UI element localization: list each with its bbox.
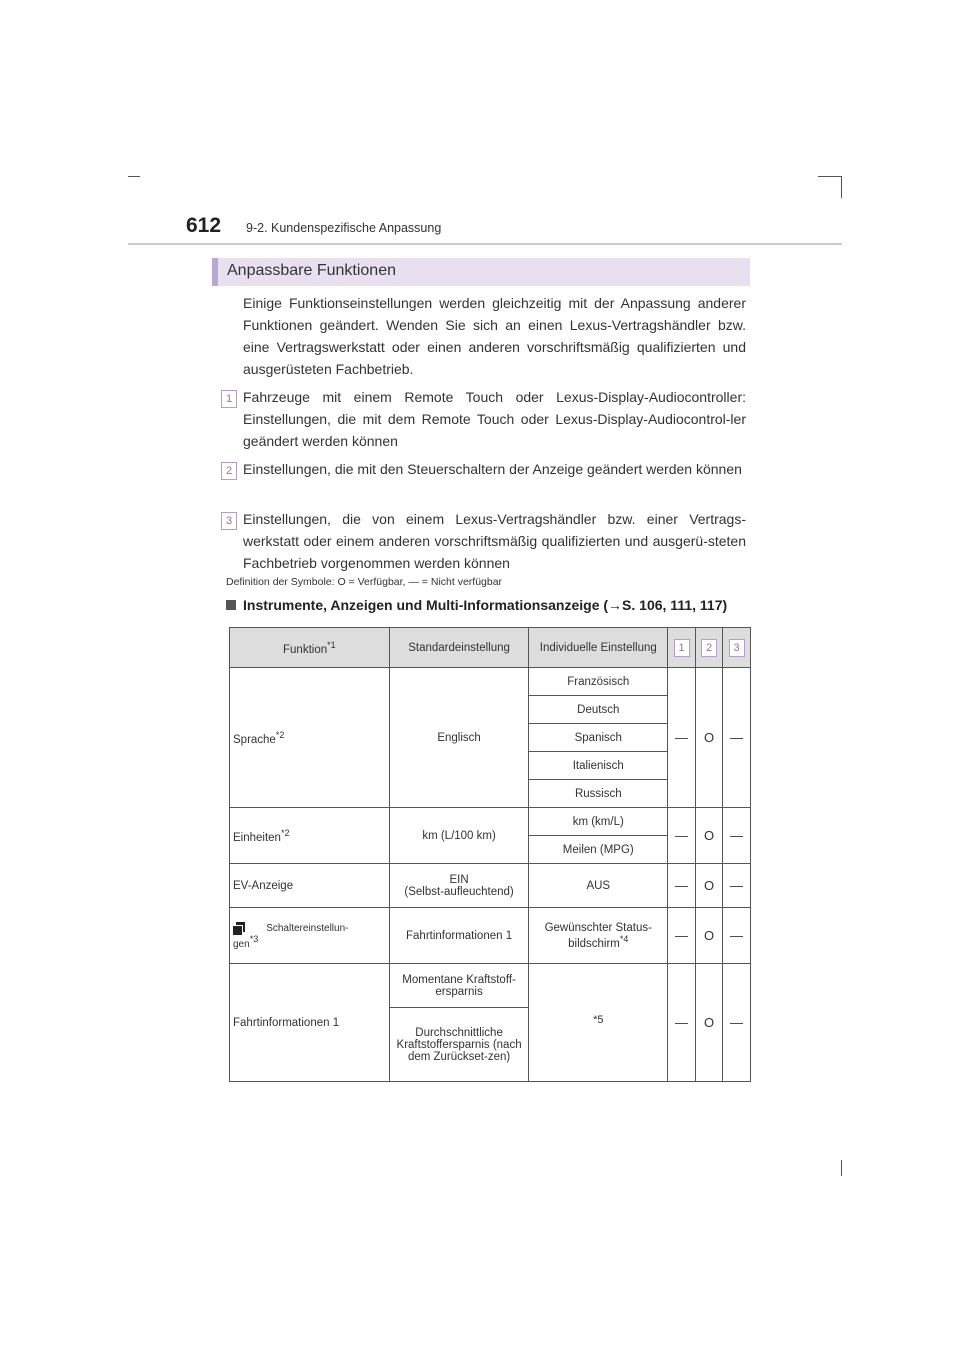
column-header-funktion: Funktion$^{*1}$ bbox=[230, 628, 390, 668]
table-row bbox=[230, 964, 751, 1008]
cell-option: Deutsch bbox=[529, 696, 668, 724]
cell-option: Spanisch bbox=[529, 724, 668, 752]
table-row bbox=[230, 808, 751, 836]
crop-mark bbox=[818, 176, 842, 177]
crop-mark bbox=[841, 176, 842, 198]
settings-page-icon bbox=[233, 922, 245, 934]
cell-col1: — bbox=[668, 864, 696, 908]
cell-col2: O bbox=[696, 964, 723, 1082]
item-number-badge: 2 bbox=[221, 462, 237, 480]
item-number-badge: 1 bbox=[221, 390, 237, 408]
item-number-badge: 3 bbox=[221, 512, 237, 530]
crop-mark bbox=[128, 176, 140, 177]
subheading-text: Instrumente, Anzeigen und Multi-Informationsanzeige (→S. 106, 111, 117) bbox=[243, 597, 728, 613]
cell-col3: — bbox=[723, 908, 751, 964]
column-header-1: 1 bbox=[668, 628, 696, 668]
cell-col2: O bbox=[696, 668, 723, 808]
cell-option: Russisch bbox=[529, 780, 668, 808]
list-item: Einstellungen, die mit den Steuerschaltern der Anzeige geändert werden können bbox=[243, 461, 742, 477]
cell-option: Meilen (MPG) bbox=[529, 836, 668, 864]
cell-standard: Fahrtinformationen 1 bbox=[389, 908, 529, 964]
symbol-definitions: Definition der Symbole: O = Verfügbar, — = Nicht verfügbar bbox=[226, 576, 503, 588]
chapter-title: 9-2. Kundenspezifische Anpassung bbox=[246, 221, 442, 235]
cell-standard: EIN (Selbst-aufleuchtend) bbox=[389, 864, 529, 908]
subheading bbox=[226, 597, 727, 613]
table-row bbox=[230, 908, 751, 964]
cell-funktion: Einheiten$^{*2}$ bbox=[230, 808, 390, 864]
cell-standard: Englisch bbox=[389, 668, 529, 808]
table-row bbox=[230, 864, 751, 908]
cell-col1: — bbox=[668, 808, 696, 864]
cell-funktion: Sprache$^{*2}$ bbox=[230, 668, 390, 808]
section-title: Anpassbare Funktionen bbox=[227, 262, 396, 279]
table-row bbox=[230, 668, 751, 696]
intro-paragraph: Einige Funktionseinstellungen werden gleichzeitig mit der Anpassung anderer Funktionen geändert. Wenden Sie sich an einen Lexus-Vertragshändler bzw. eine Vertragswerkstatt oder einen anderen vorschriftsmäßig qualifizierten und ausgerüsteten Fachbetrieb. bbox=[243, 295, 746, 377]
cell-col3: — bbox=[723, 964, 751, 1082]
cell-col1: — bbox=[668, 668, 696, 808]
column-header-standard: Standardeinstellung bbox=[389, 628, 529, 668]
list-item: Fahrzeuge mit einem Remote Touch oder Lexus-Display-Audiocontroller: Einstellungen, die mit dem Remote Touch oder Lexus-Display-Audiocontrol-ler geändert werden können bbox=[243, 389, 746, 449]
column-header-individuell: Individuelle Einstellung bbox=[529, 628, 668, 668]
cell-col3: — bbox=[723, 668, 751, 808]
cell-standard: km (L/100 km) bbox=[389, 808, 529, 864]
cell-standard: Momentane Kraftstoff-ersparnis bbox=[389, 964, 529, 1008]
column-header-2: 2 bbox=[696, 628, 723, 668]
cell-standard: Durchschnittliche Kraftstoffersparnis (nach dem Zurückset-zen) bbox=[389, 1008, 529, 1082]
cell-col2: O bbox=[696, 864, 723, 908]
cell-col1: — bbox=[668, 908, 696, 964]
cell-col3: — bbox=[723, 864, 751, 908]
cell-option: Gewünschter Status-bildschirm$^{*4}$ bbox=[529, 908, 668, 964]
settings-table bbox=[229, 627, 751, 1082]
table-header-row bbox=[230, 628, 751, 668]
cell-col2: O bbox=[696, 808, 723, 864]
cell-option: km (km/L) bbox=[529, 808, 668, 836]
cell-funktion: Schaltereinstellun- gen$^{*3}$ bbox=[230, 908, 390, 964]
cell-col3: — bbox=[723, 808, 751, 864]
cell-col2: O bbox=[696, 908, 723, 964]
crop-mark bbox=[841, 1160, 842, 1176]
cell-funktion: EV-Anzeige bbox=[230, 864, 390, 908]
cell-option: Französisch bbox=[529, 668, 668, 696]
section-heading-bar bbox=[212, 258, 750, 286]
page-number: 612 bbox=[186, 214, 222, 237]
header-divider bbox=[128, 243, 842, 245]
cell-option: Italienisch bbox=[529, 752, 668, 780]
cell-funktion: Fahrtinformationen 1 bbox=[230, 964, 390, 1082]
list-item: Einstellungen, die von einem Lexus-Vertragshändler bzw. einer Vertrags-werkstatt oder einem anderen vorschriftsmäßig qualifizierten und ausgerü-steten Fachbetrieb vorgenommen werden können bbox=[243, 511, 746, 571]
cell-option: *5 bbox=[529, 964, 668, 1082]
cell-option: AUS bbox=[529, 864, 668, 908]
square-bullet-icon bbox=[226, 600, 236, 610]
cell-col1: — bbox=[668, 964, 696, 1082]
column-header-3: 3 bbox=[723, 628, 751, 668]
